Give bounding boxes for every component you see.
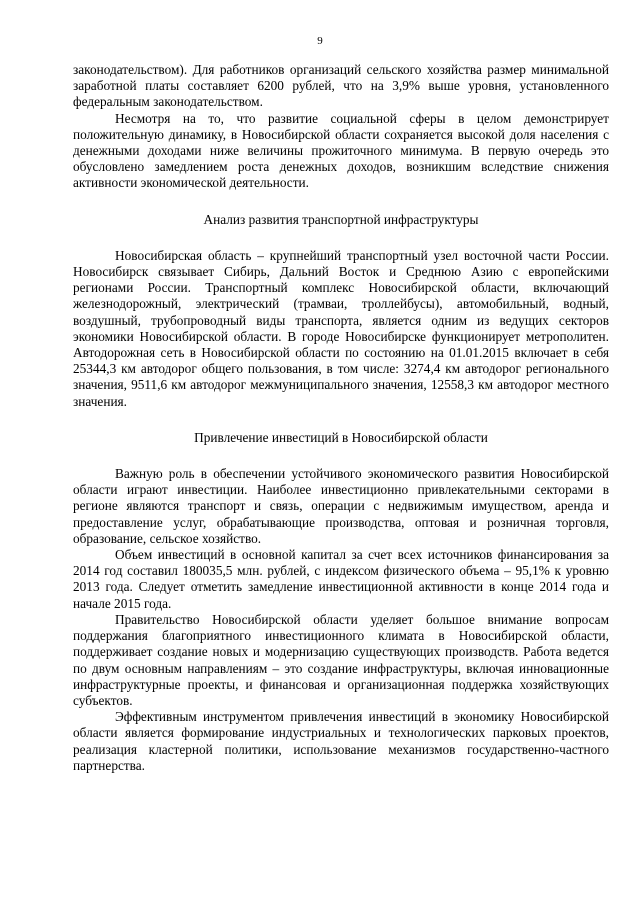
investment-paragraph-volume: Объем инвестиций в основной капитал за счет всех источников финансирования за 2014 год составил 180035,5 млн. рублей, с индексом физического объема – 95,1% к уровню 2013 года. Следует отметить замедление инвестиционной активности в конце 2014 года и начале 2015 года. bbox=[73, 547, 609, 611]
page-body bbox=[73, 62, 609, 774]
section-heading-transport: Анализ развития транспортной инфраструктуры bbox=[203, 211, 479, 227]
section-heading-investment: Привлечение инвестиций в Новосибирской области bbox=[194, 429, 488, 445]
page-number: 9 bbox=[317, 35, 323, 47]
investment-paragraph-instruments: Эффективным инструментом привлечения инвестиций в экономику Новосибирской области является формирование индустриальных и технологических парковых проектов, реализация кластерной политики, использование механизмов государственно-частного партнерства. bbox=[73, 709, 609, 773]
intro-paragraph-income: Несмотря на то, что развитие социальной сферы в целом демонстрирует положительную динамику, в Новосибирской области сохраняется высокой доля населения с денежными доходами ниже величины прожиточного минимума. В первую очередь это обусловлено замедлением роста денежных доходов, возникшим вследствие снижения активности экономической деятельности. bbox=[73, 110, 609, 191]
investment-paragraph-role: Важную роль в обеспечении устойчивого экономического развития Новосибирской области играют инвестиции. Наиболее инвестиционно привлекательными секторами в регионе являются транспорт и связь, операции с недвижимым имуществом, аренда и предоставление услуг, обрабатывающие производства, оптовая и розничная торговля, образование, сельское хозяйство. bbox=[73, 466, 609, 546]
investment-paragraph-government: Правительство Новосибирской области уделяет большое внимание вопросам поддержания благоприятного инвестиционного климата в Новосибирской области, поддерживает создание новых и модернизацию существующих производств. Работа ведется по двум основным направлениям – это создание инфраструктуры, включая инновационные инфраструктурные проекты, и финансовая и организационная поддержка хозяйствующих субъектов. bbox=[73, 611, 609, 708]
transport-paragraph: Новосибирская область – крупнейший транспортный узел восточной части России. Новосибирск связывает Сибирь, Дальний Восток и Среднюю Азию с европейскими регионами России. Транспортный комплекс Новосибирской области, включающий железнодорожный, электрический (трамваи, троллейбусы), автомобильный, водный, воздушный, трубопроводный виды транспорта, является одним из ведущих секторов экономики Новосибирской области. В городе Новосибирске функционирует метрополитен. Автодорожная сеть в Новосибирской области по состоянию на 01.01.2015 включает в себя 25344,3 км автодорог общего пользования, в том числе: 3274,4 км автодорог регионального значения, 9511,6 км автодорог межмуниципального значения, 12558,3 км автодорог местного значения. bbox=[73, 247, 609, 409]
intro-paragraph-continued: законодательством). Для работников организаций сельского хозяйства размер минимальной заработной платы составляет 6200 рублей, что на 3,9% выше уровня, установленного федеральным законодательством. bbox=[73, 62, 609, 110]
